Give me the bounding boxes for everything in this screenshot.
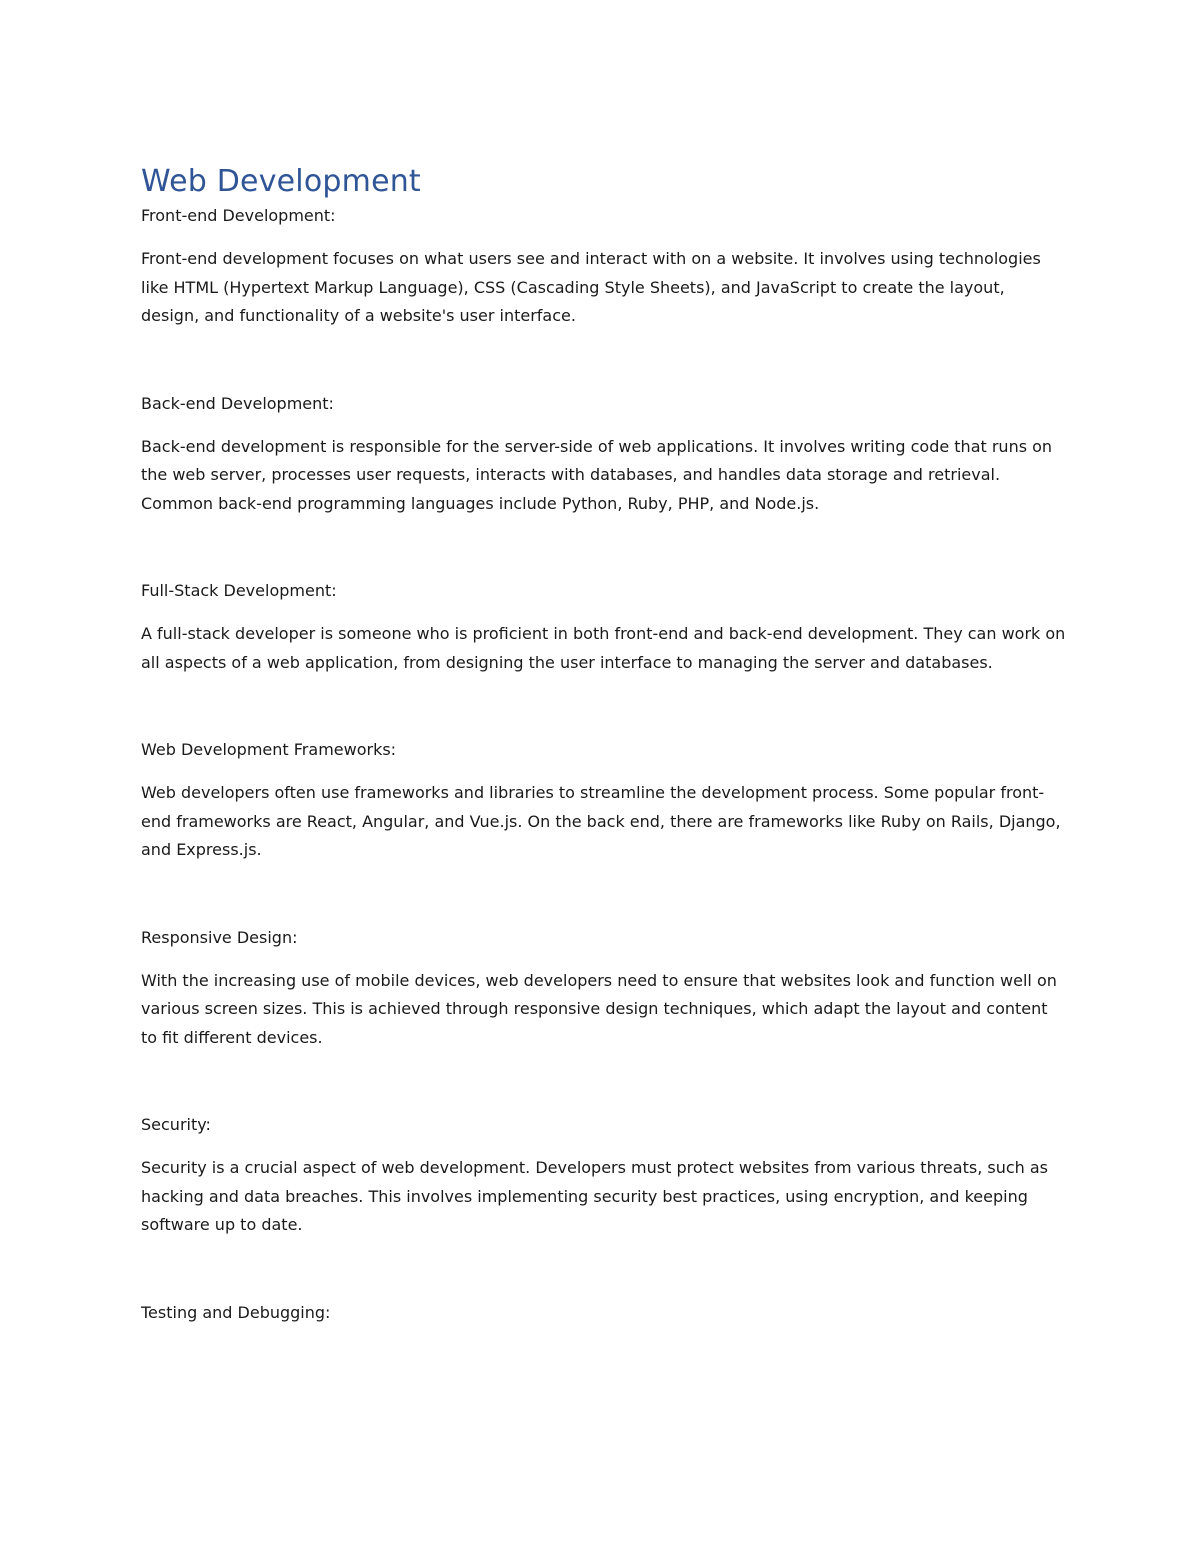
section-body: With the increasing use of mobile devices, web developers need to ensure that websites look and function well on various screen sizes. This is achieved through responsive design techniques, which adapt the layout and content to fit different devices. xyxy=(141,970,1057,1047)
section-heading: Back-end Development: xyxy=(141,393,334,413)
section-body: A full-stack developer is someone who is proficient in both front-end and back-end development. They can work on all aspects of a web application, from designing the user interface to managing the server and databases. xyxy=(141,624,1066,672)
section-responsive-design xyxy=(141,924,1066,1053)
section-heading: Full-Stack Development: xyxy=(141,581,337,600)
document-title: Web Development xyxy=(141,164,421,199)
section-frameworks xyxy=(141,736,1066,865)
section-security xyxy=(141,1111,1066,1240)
section-heading: Responsive Design: xyxy=(141,927,298,947)
document-page xyxy=(141,162,1066,1327)
section-body: Back-end development is responsible for the server-side of web applications. It involves writing code that runs on the web server, processes user requests, interacts with databases, and handles data storage and retrieval. Common back-end programming languages include Python, Ruby, PHP, and Node.js. xyxy=(141,436,1053,513)
section-back-end xyxy=(141,390,1066,519)
section-body: Web developers often use frameworks and libraries to streamline the development process. Some popular front-end frameworks are React, Angular, and Vue.js. On the back end, there are frameworks like Ruby on Rails, Django, and Express.js. xyxy=(141,783,1061,859)
section-heading: Security: xyxy=(141,1115,211,1134)
section-body: Front-end development focuses on what users see and interact with on a website. It involves using technologies like HTML (Hypertext Markup Language), CSS (Cascading Style Sheets), and JavaScript to create the layout, design, and functionality of a website's user interface. xyxy=(141,249,1041,325)
section-heading: Testing and Debugging: xyxy=(141,1302,331,1322)
section-full-stack xyxy=(141,577,1066,677)
section-front-end xyxy=(141,202,1066,331)
section-heading: Web Development Frameworks: xyxy=(141,740,397,759)
section-testing-debugging xyxy=(141,1299,1066,1327)
section-heading: Front-end Development: xyxy=(141,206,336,225)
section-body: Security is a crucial aspect of web development. Developers must protect websites from various threats, such as hacking and data breaches. This involves implementing security best practices, using encryption, and keeping software up to date. xyxy=(141,1158,1048,1234)
